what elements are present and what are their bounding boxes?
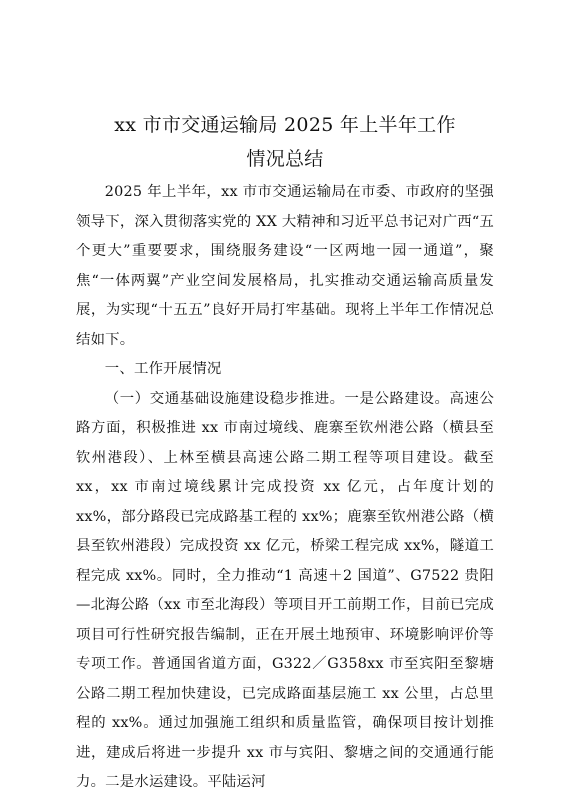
intro-paragraph: 2025 年上半年，xx 市市交通运输局在市委、市政府的坚强领导下，深入贯彻落实党的 XX 大精神和习近平总书记对广西“五个更大”重要要求，围绕服务建设“一区两地一园一通道”，聚焦“一体两翼”产业空间发展格局，扎实推动交通运输高质量发展，为实现“十五五”良好开局打牢基础。现将上半年工作情况总结如下。 — [76, 184, 494, 348]
document-title-line-2: 情况总结 — [246, 148, 324, 170]
document-title-line-1: xx 市市交通运输局 2025 年上半年工作 — [114, 114, 456, 136]
section-heading-work-progress: 一、工作开展情况 — [104, 361, 222, 377]
section-body-infrastructure: （一）交通基础设施建设稳步推进。一是公路建设。高速公路方面，积极推进 xx 市南过境线、鹿寨至钦州港公路（横县至钦州港段）、上林至横县高速公路二期工程等项目建设。截至 xx，xx 市南过境线累计完成投资 xx 亿元，占年度计划的 xx%，部分路段已完成路基工程的 xx%；鹿寨至钦州港公路（横县至钦州港段）完成投资 xx 亿元，桥梁工程完成 xx%，隧道工程完成 xx%。同时，全力推动“1 高速＋2 国道”、G7522 贵阳—北海公路（xx 市至北海段）等项目开工前期工作，目前已完成项目可行性研究报告编制，正在开展土地预审、环境影响评价等专项工作。普通国省道方面，G322／G358xx 市至宾阳至黎塘公路二期工程加快建设，已完成路面基层施工 xx 公里，占总里程的 xx%。通过加强施工组织和质量监管，确保项目按计划推进，建成后将进一步提升 xx 市与宾阳、黎塘之间的交通通行能力。二是水运建设。平陆运河 — [76, 390, 494, 790]
